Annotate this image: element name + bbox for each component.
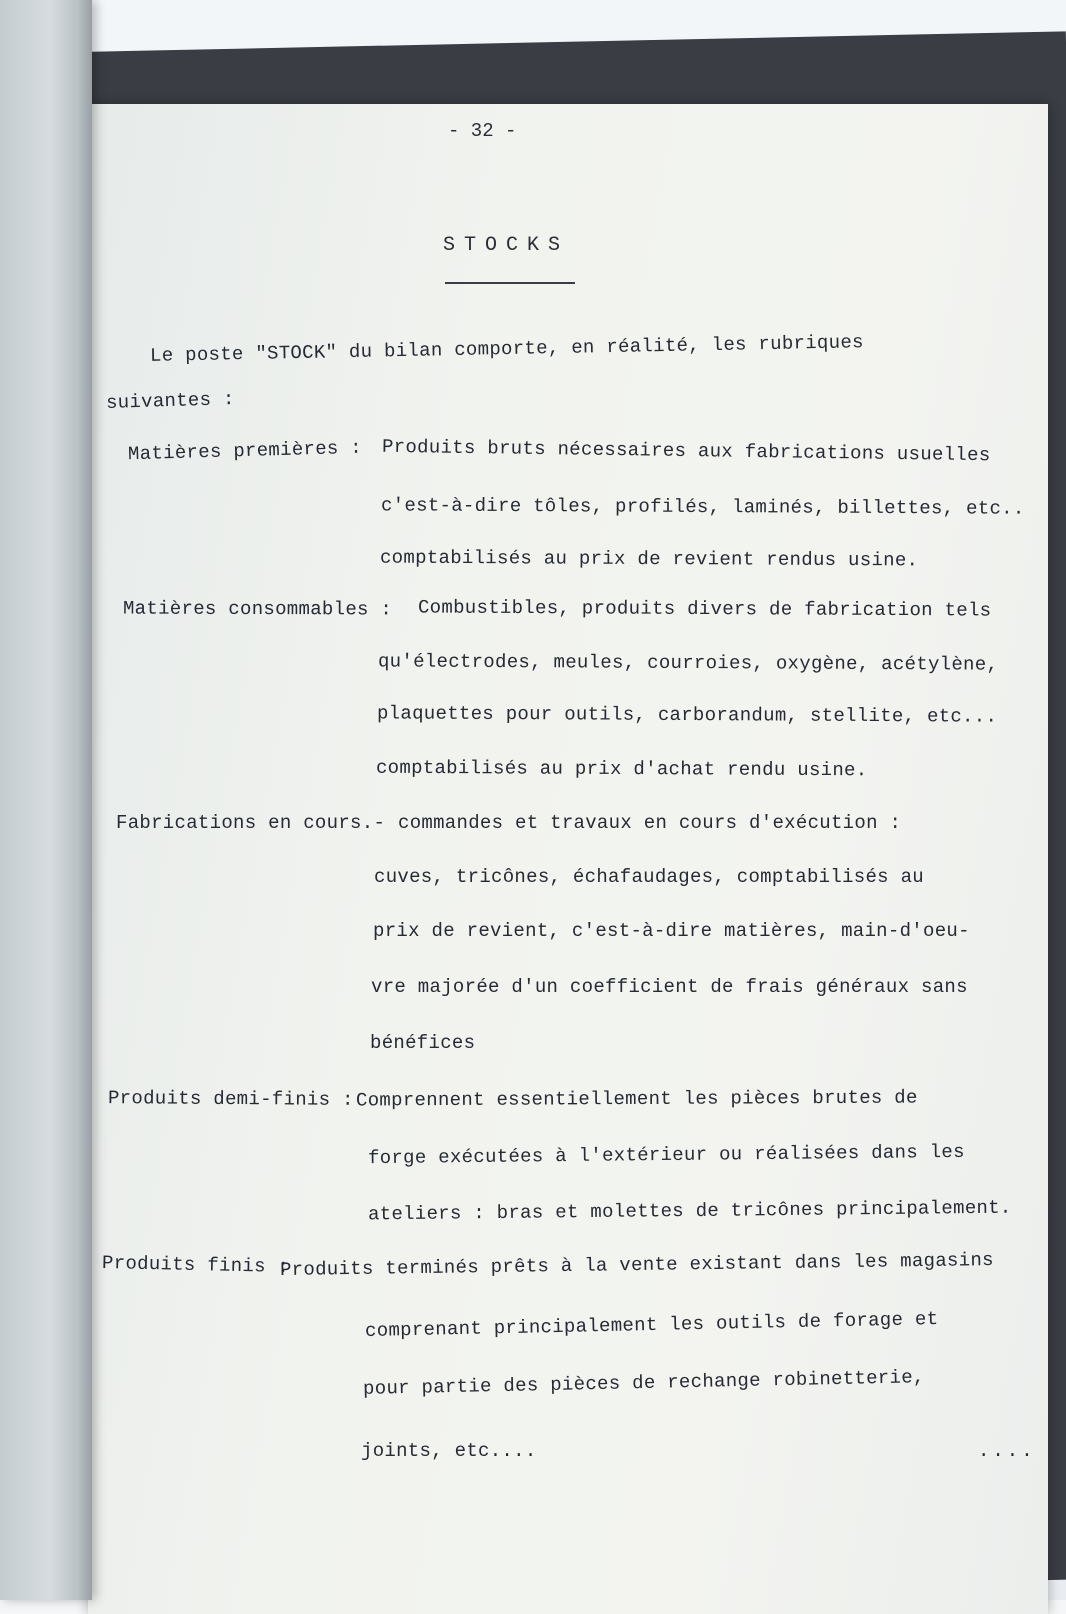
continuation-dots: ....	[978, 1440, 1036, 1462]
page-number: - 32 -	[448, 120, 517, 142]
page-title: STOCKS	[443, 234, 570, 257]
entry-line: forge exécutées à l'extérieur ou réalisées dans les	[367, 1140, 965, 1170]
entry-line: Combustibles, produits divers de fabrication tels	[417, 596, 992, 622]
document-page	[88, 104, 1048, 1614]
entry-line: commandes et travaux en cours d'exécution :	[398, 812, 902, 834]
title-underline	[445, 282, 575, 284]
entry-line: joints, etc....	[361, 1440, 537, 1462]
entry-label-produits-demi-finis: Produits demi-finis :	[107, 1087, 354, 1111]
entry-line: qu'électrodes, meules, courroies, oxygène, acétylène,	[377, 650, 999, 676]
entry-label-matieres-premieres: Matières premières :	[127, 436, 363, 466]
entry-line: bénéfices	[370, 1032, 476, 1054]
entry-line: comprenant principalement les outils de forage et	[364, 1307, 939, 1343]
entry-line: vre majorée d'un coefficient de frais généraux sans	[371, 976, 968, 998]
entry-line: Comprennent essentiellement les pièces brutes de	[355, 1086, 918, 1112]
entry-line: ateliers : bras et molettes de tricônes principalement.	[367, 1196, 1012, 1226]
intro-line: Le poste "STOCK" du bilan comporte, en réalité, les rubriques	[149, 331, 864, 367]
entry-line: comptabilisés au prix de revient rendus usine.	[379, 546, 919, 572]
intro-line: suivantes :	[105, 387, 236, 415]
entry-line: Produits bruts nécessaires aux fabrications usuelles	[381, 435, 991, 467]
entry-line: prix de revient, c'est-à-dire matières, main-d'oeu-	[373, 920, 970, 942]
entry-label-matieres-consommables: Matières consommables :	[122, 597, 393, 621]
entry-line: cuves, tricônes, échafaudages, comptabilisés au	[374, 866, 924, 888]
entry-line: Produits terminés prêts à la vente existant dans les magasins	[279, 1249, 994, 1281]
folded-page-edge	[0, 0, 92, 1600]
entry-label-produits-finis: Produits finis :	[101, 1252, 290, 1278]
entry-line: comptabilisés au prix d'achat rendu usine.	[375, 756, 868, 782]
entry-line: pour partie des pièces de rechange robinetterie,	[362, 1366, 925, 1400]
entry-line: c'est-à-dire tôles, profilés, laminés, billettes, etc..	[380, 494, 1025, 520]
entry-label-fabrications-en-cours: Fabrications en cours.-	[116, 812, 386, 834]
entry-line: plaquettes pour outils, carborandum, stellite, etc...	[376, 702, 998, 728]
